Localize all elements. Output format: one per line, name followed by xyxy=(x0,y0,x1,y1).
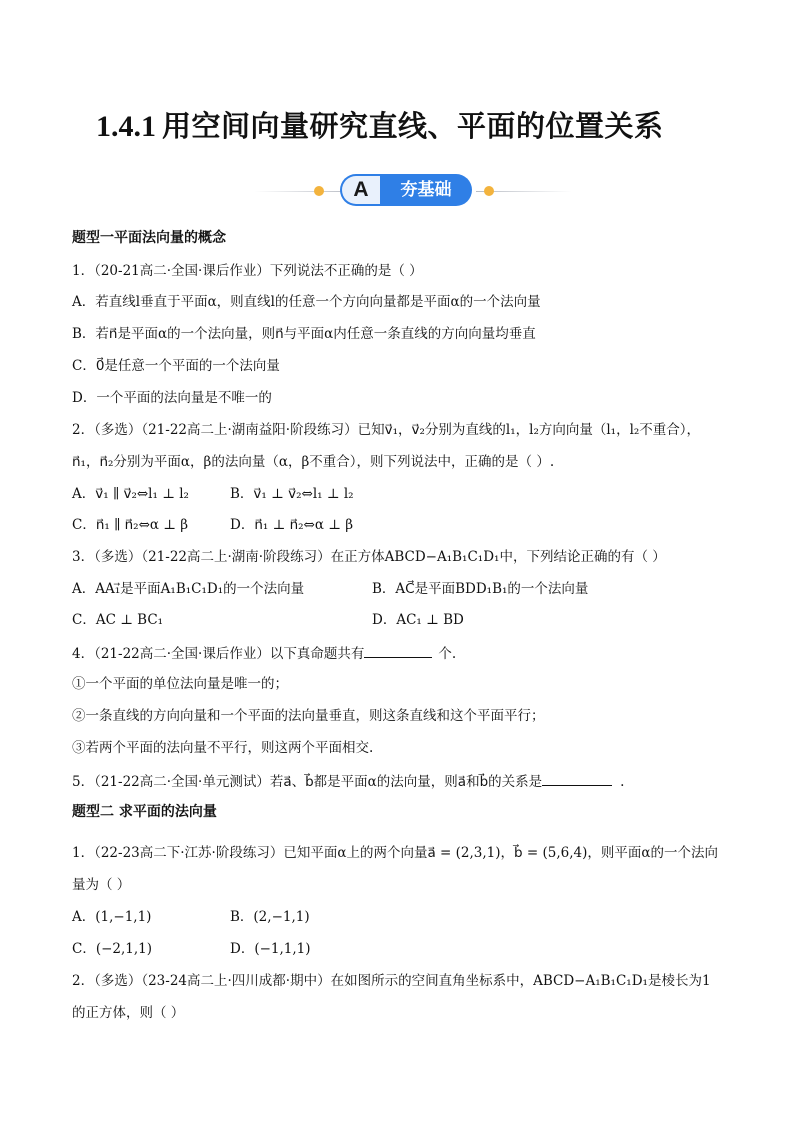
banner-label: 夯基础 xyxy=(400,180,452,200)
banner-line-left xyxy=(254,191,352,192)
question-4-item-1: ①一个平面的单位法向量是唯一的； xyxy=(72,676,288,692)
question-2-option-d: D．n⃗₁ ⊥ n⃗₂⇔α ⊥ β xyxy=(230,517,354,533)
question-2-option-a: A．v⃗₁ ∥ v⃗₂⇔l₁ ⊥ l₂ xyxy=(72,486,189,502)
question-5-stem-text: 5．（21-22高二·全国·单元测试）若a⃗、b⃗都是平面α的法向量，则a⃗和b⃗的关系是 xyxy=(72,774,543,790)
question-1-option-d: D．一个平面的法向量是不唯一的 xyxy=(72,390,272,406)
s2-question-1-option-b: B．(2,−1,1) xyxy=(230,909,310,925)
s2-question-1-options-row1 xyxy=(72,908,310,926)
question-2-stem-line1: 2．（多选）（21-22高二上·湖南益阳·阶段练习）已知v⃗₁，v⃗₂分别为直线的l₁，l₂方向向量（l₁，l₂不重合）， xyxy=(72,422,701,438)
s2-question-1-options-row2 xyxy=(72,940,311,958)
question-3-option-b: B．AC⃗是平面BDD₁B₁的一个法向量 xyxy=(372,581,589,597)
question-2-options-row1 xyxy=(72,485,354,503)
question-4-answer-blank[interactable] xyxy=(364,643,432,658)
question-3-stem: 3．（多选）（21-22高二上·湖南·阶段练习）在正方体ABCD−A₁B₁C₁D₁中，下列结论正确的有（ ） xyxy=(72,549,666,565)
s2-question-2-stem-line2: 的正方体，则（ ） xyxy=(72,1005,185,1021)
s2-question-1-option-c: C．(−2,1,1) xyxy=(72,941,153,957)
banner-dot-left xyxy=(314,186,324,196)
question-1-option-c: C．0⃗是任意一个平面的一个法向量 xyxy=(72,358,280,374)
question-3-option-c: C．AC ⊥ BC₁ xyxy=(72,612,164,628)
section-banner xyxy=(246,173,546,209)
s2-question-1-option-a: A．(1,−1,1) xyxy=(72,909,152,925)
question-2-option-b: B．v⃗₁ ⊥ v⃗₂⇔l₁ ⊥ l₂ xyxy=(230,486,354,502)
question-4-item-2: ②一条直线的方向向量和一个平面的法向量垂直，则这条直线和这个平面平行； xyxy=(72,708,545,724)
question-4-item-3: ③若两个平面的法向量不平行，则这两个平面相交. xyxy=(72,740,374,756)
question-5-answer-blank[interactable] xyxy=(542,771,612,786)
question-3-option-a: A．AA₁⃗是平面A₁B₁C₁D₁的一个法向量 xyxy=(72,581,305,597)
question-3-options-row1 xyxy=(72,580,589,598)
question-3-option-d: D．AC₁ ⊥ BD xyxy=(372,612,464,628)
question-2-options-row2 xyxy=(72,516,354,534)
question-2-stem-line2: n⃗₁，n⃗₂分别为平面α，β的法向量（α，β不重合），则下列说法中，正确的是（ ）. xyxy=(72,454,555,470)
question-5-stem-suffix: . xyxy=(620,774,625,790)
question-4-stem xyxy=(72,643,456,663)
s2-question-1-option-d: D．(−1,1,1) xyxy=(230,941,311,957)
question-5-stem xyxy=(72,771,624,791)
s2-question-1-stem-line2: 量为（ ） xyxy=(72,877,131,893)
question-1-option-a: A．若直线l垂直于平面α，则直线l的任意一个方向向量都是平面α的一个法向量 xyxy=(72,294,541,310)
title-number: 1.4.1 xyxy=(96,110,156,143)
s2-question-1-stem-line1: 1．（22-23高二下·江苏·阶段练习）已知平面α上的两个向量a⃗ = (2,3,1)，b⃗ = (5,6,4)，则平面α的一个法向 xyxy=(72,845,718,861)
banner-letter: A xyxy=(342,176,380,204)
question-1-option-b: B．若n⃗是平面α的一个法向量，则n⃗与平面α内任意一条直线的方向向量均垂直 xyxy=(72,326,536,342)
s2-question-2-stem-line1: 2．（多选）（23-24高二上·四川成都·期中）在如图所示的空间直角坐标系中，ABCD−A₁B₁C₁D₁是棱长为1 xyxy=(72,973,711,989)
section-heading-2: 题型二 求平面的法向量 xyxy=(72,804,217,820)
question-4-stem-suffix: 个. xyxy=(438,646,457,662)
banner-dot-right xyxy=(484,186,494,196)
question-4-stem-text: 4．（21-22高二·全国·课后作业）以下真命题共有 xyxy=(72,646,365,662)
page-title xyxy=(96,104,736,145)
question-1-stem: 1．（20-21高二·全国·课后作业）下列说法不正确的是（ ） xyxy=(72,263,423,279)
section-heading-1: 题型一平面法向量的概念 xyxy=(72,230,226,246)
question-3-options-row2 xyxy=(72,611,464,629)
banner-pill xyxy=(340,174,472,206)
title-text: 用空间向量研究直线、平面的位置关系 xyxy=(162,109,664,143)
question-2-option-c: C．n⃗₁ ∥ n⃗₂⇔α ⊥ β xyxy=(72,517,189,533)
